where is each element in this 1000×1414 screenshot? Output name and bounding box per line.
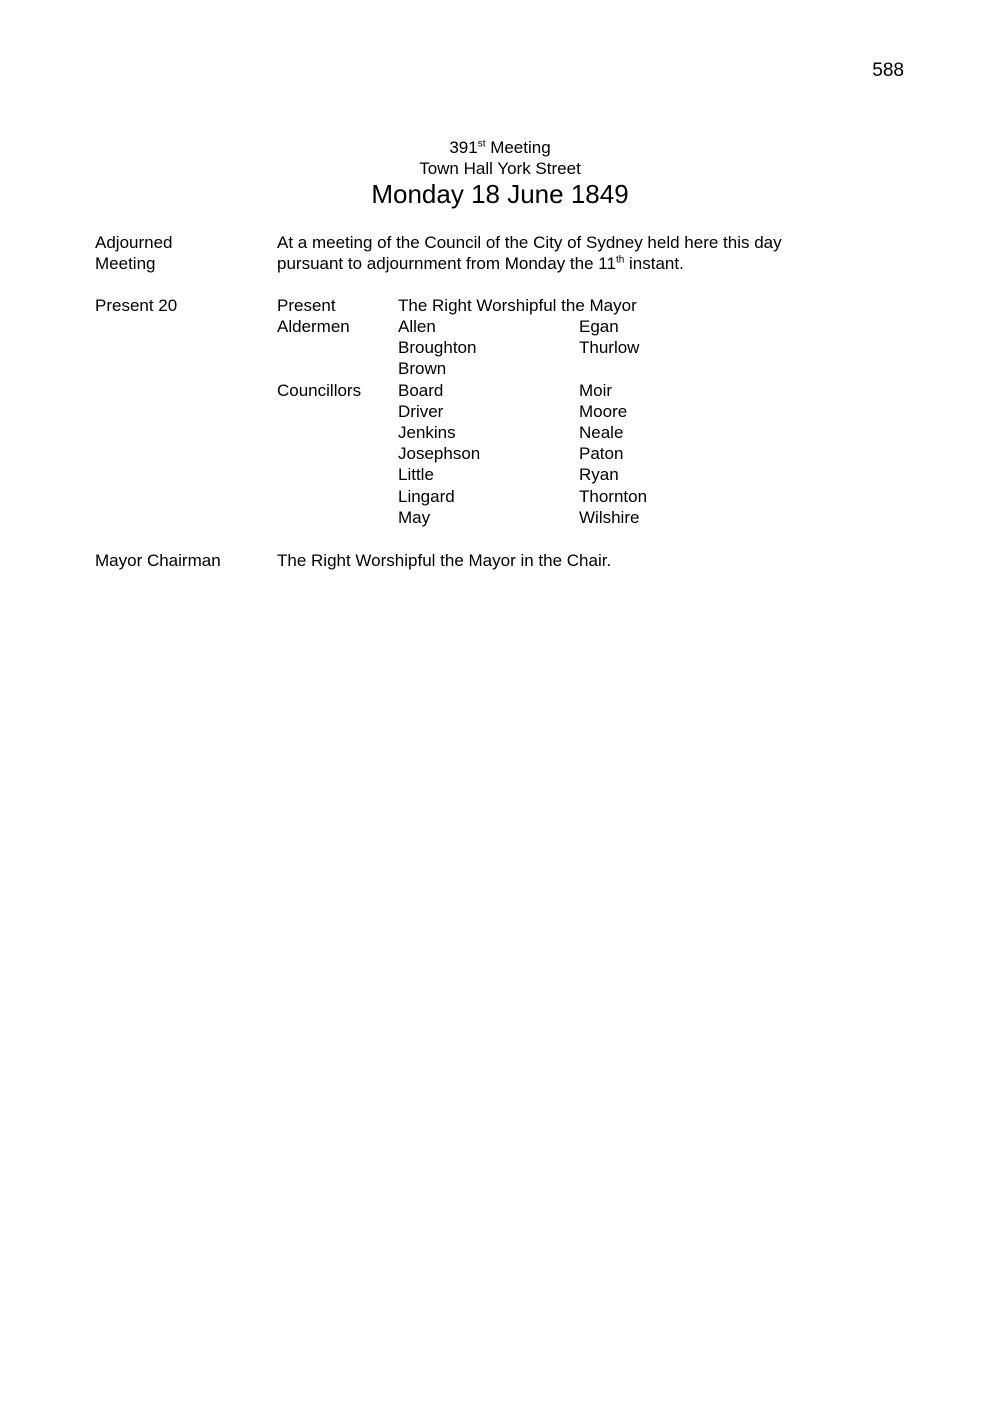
meeting-venue: Town Hall York Street	[419, 159, 581, 178]
meeting-number-value: 391	[449, 138, 478, 157]
aldermen-label: Aldermen	[277, 317, 350, 336]
alderman-name: Brown	[398, 359, 447, 378]
councillor-name: Driver	[398, 402, 444, 421]
adjourned-text-sup: th	[615, 254, 625, 266]
alderman-name: Broughton	[398, 338, 477, 357]
councillor-name: Paton	[579, 444, 624, 463]
present-value: The Right Worshipful the Mayor	[398, 296, 637, 315]
councillor-name: Jenkins	[398, 423, 456, 442]
adjourned-text-before: pursuant to adjournment from Monday the 11	[277, 254, 616, 273]
margin-note-adjourned: Adjourned	[95, 233, 173, 252]
councillor-name: Moir	[579, 381, 613, 400]
page-title: Monday 18 June 1849	[371, 179, 629, 209]
meeting-word: Meeting	[485, 138, 551, 157]
meeting-number-suffix: st	[477, 138, 486, 150]
councillor-name: Board	[398, 381, 444, 400]
margin-note-present: Present 20	[95, 296, 178, 315]
councillor-name: Thornton	[579, 487, 648, 506]
adjourned-text-after: instant.	[624, 254, 684, 273]
councillor-name: Josephson	[398, 444, 481, 463]
councillor-name: Lingard	[398, 487, 455, 506]
present-label: Present	[277, 296, 336, 315]
adjourned-text-line1: At a meeting of the Council of the City of Sydney held here this day	[277, 233, 782, 252]
meeting-number	[0, 137, 1000, 158]
councillor-name: Wilshire	[579, 508, 640, 527]
margin-note-chairman: Mayor Chairman	[95, 551, 221, 570]
margin-note-meeting: Meeting	[95, 254, 156, 273]
alderman-name: Egan	[579, 317, 619, 336]
councillor-name: Moore	[579, 402, 628, 421]
councillors-label: Councillors	[277, 381, 362, 400]
chairman-text: The Right Worshipful the Mayor in the Chair.	[277, 551, 612, 570]
councillor-name: May	[398, 508, 431, 527]
alderman-name: Allen	[398, 317, 436, 336]
alderman-name: Thurlow	[579, 338, 640, 357]
councillor-name: Neale	[579, 423, 624, 442]
page-number: 588	[872, 60, 904, 81]
adjourned-text-line2	[277, 253, 684, 274]
councillor-name: Little	[398, 465, 434, 484]
councillor-name: Ryan	[579, 465, 619, 484]
